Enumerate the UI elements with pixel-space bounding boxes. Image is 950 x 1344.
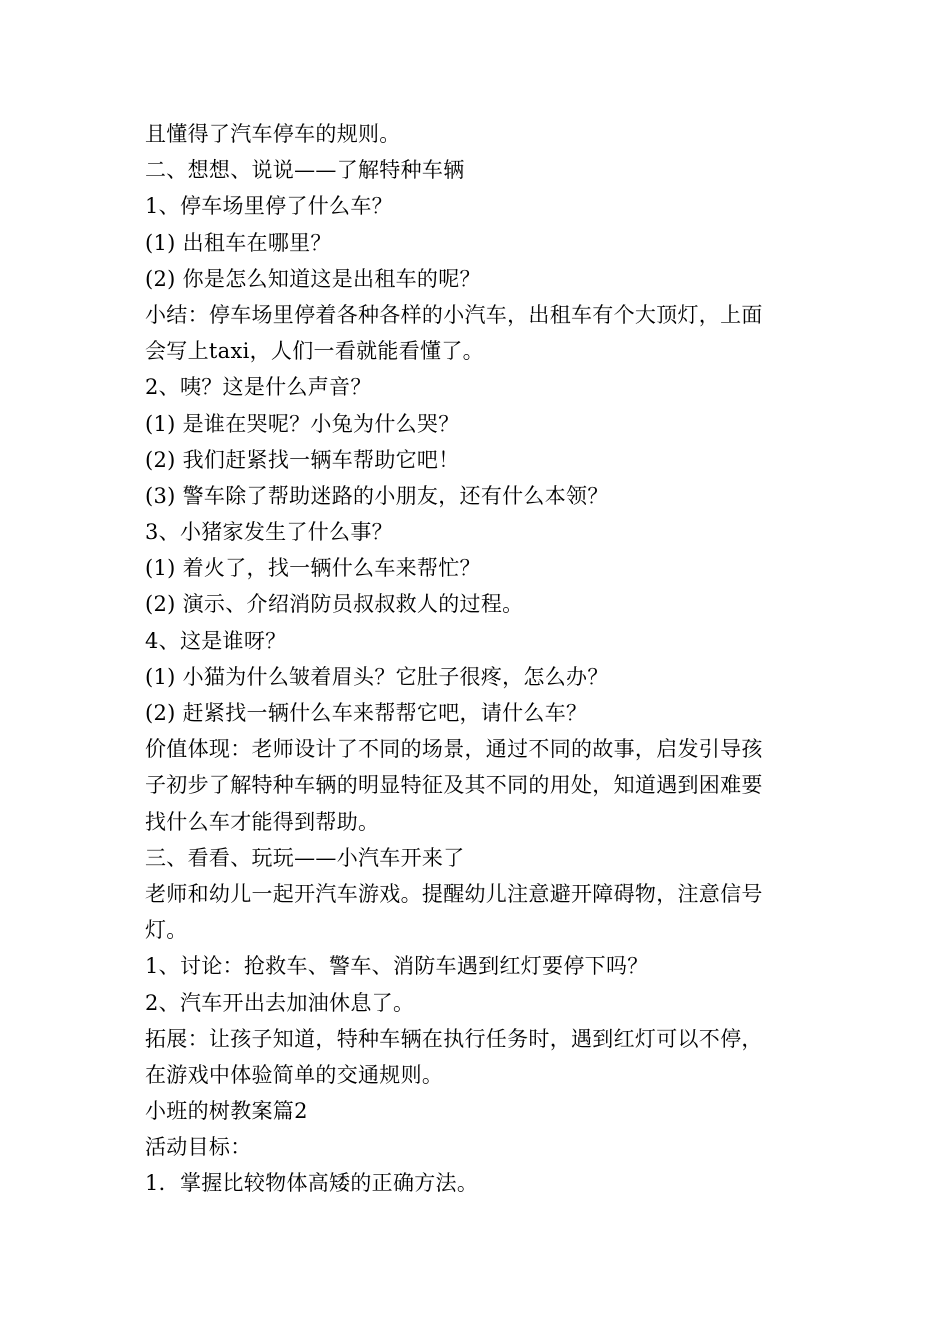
text-line: 2、汽车开出去加油休息了。 — [145, 990, 415, 1015]
text-line: 会写上taxi，人们一看就能看懂了。 — [145, 339, 484, 364]
text-line: 灯。 — [145, 918, 188, 943]
text-line: 1、讨论：抢救车、警车、消防车遇到红灯要停下吗？ — [145, 954, 649, 979]
text-line: 老师和幼儿一起开汽车游戏。提醒幼儿注意避开障碍物，注意信号 — [145, 881, 763, 906]
text-line: (1) 小猫为什么皱着眉头？它肚子很疼，怎么办？ — [145, 664, 609, 689]
text-line: (2) 演示、介绍消防员叔叔救人的过程。 — [145, 592, 524, 617]
text-line: 找什么车才能得到帮助。 — [145, 809, 380, 834]
text-line: (2) 我们赶紧找一辆车帮助它吧！ — [145, 447, 460, 472]
text-line: (2) 你是怎么知道这是出租车的呢？ — [145, 266, 481, 291]
section-heading: 三、看看、玩玩——小汽车开来了 — [145, 845, 465, 870]
text-line: 3、小猪家发生了什么事？ — [145, 520, 393, 545]
text-line: 且懂得了汽车停车的规则。 — [145, 122, 401, 146]
text-line: 小结：停车场里停着各种各样的小汽车，出租车有个大顶灯，上面 — [145, 302, 763, 327]
text-line: 在游戏中体验简单的交通规则。 — [145, 1062, 444, 1087]
document-body — [145, 116, 810, 1202]
text-line: 活动目标： — [145, 1135, 252, 1160]
text-line: 子初步了解特种车辆的明显特征及其不同的用处，知道遇到困难要 — [145, 773, 763, 798]
article-title: 小班的树教案篇2 — [145, 1099, 308, 1124]
text-line: (2) 赶紧找一辆什么车来帮帮它吧，请什么车？ — [145, 701, 588, 725]
text-line: (1) 出租车在哪里？ — [145, 230, 332, 255]
text-line: 1．掌握比较物体高矮的正确方法。 — [145, 1171, 479, 1196]
text-line: 价值体现：老师设计了不同的场景，通过不同的故事，启发引导孩 — [145, 737, 763, 762]
text-line: 1、停车场里停了什么车？ — [145, 194, 393, 219]
text-line: (1) 着火了，找一辆什么车来帮忙？ — [145, 556, 481, 581]
text-line: (3) 警车除了帮助迷路的小朋友，还有什么本领？ — [145, 483, 609, 508]
text-line: 4、这是谁呀？ — [145, 628, 287, 653]
section-heading: 二、想想、说说——了解特种车辆 — [145, 158, 465, 183]
text-line: 拓展：让孩子知道，特种车辆在执行任务时，遇到红灯可以不停， — [145, 1026, 763, 1051]
text-line: (1) 是谁在哭呢？小兔为什么哭？ — [145, 411, 460, 436]
text-line: 2、咦？这是什么声音？ — [145, 375, 372, 400]
